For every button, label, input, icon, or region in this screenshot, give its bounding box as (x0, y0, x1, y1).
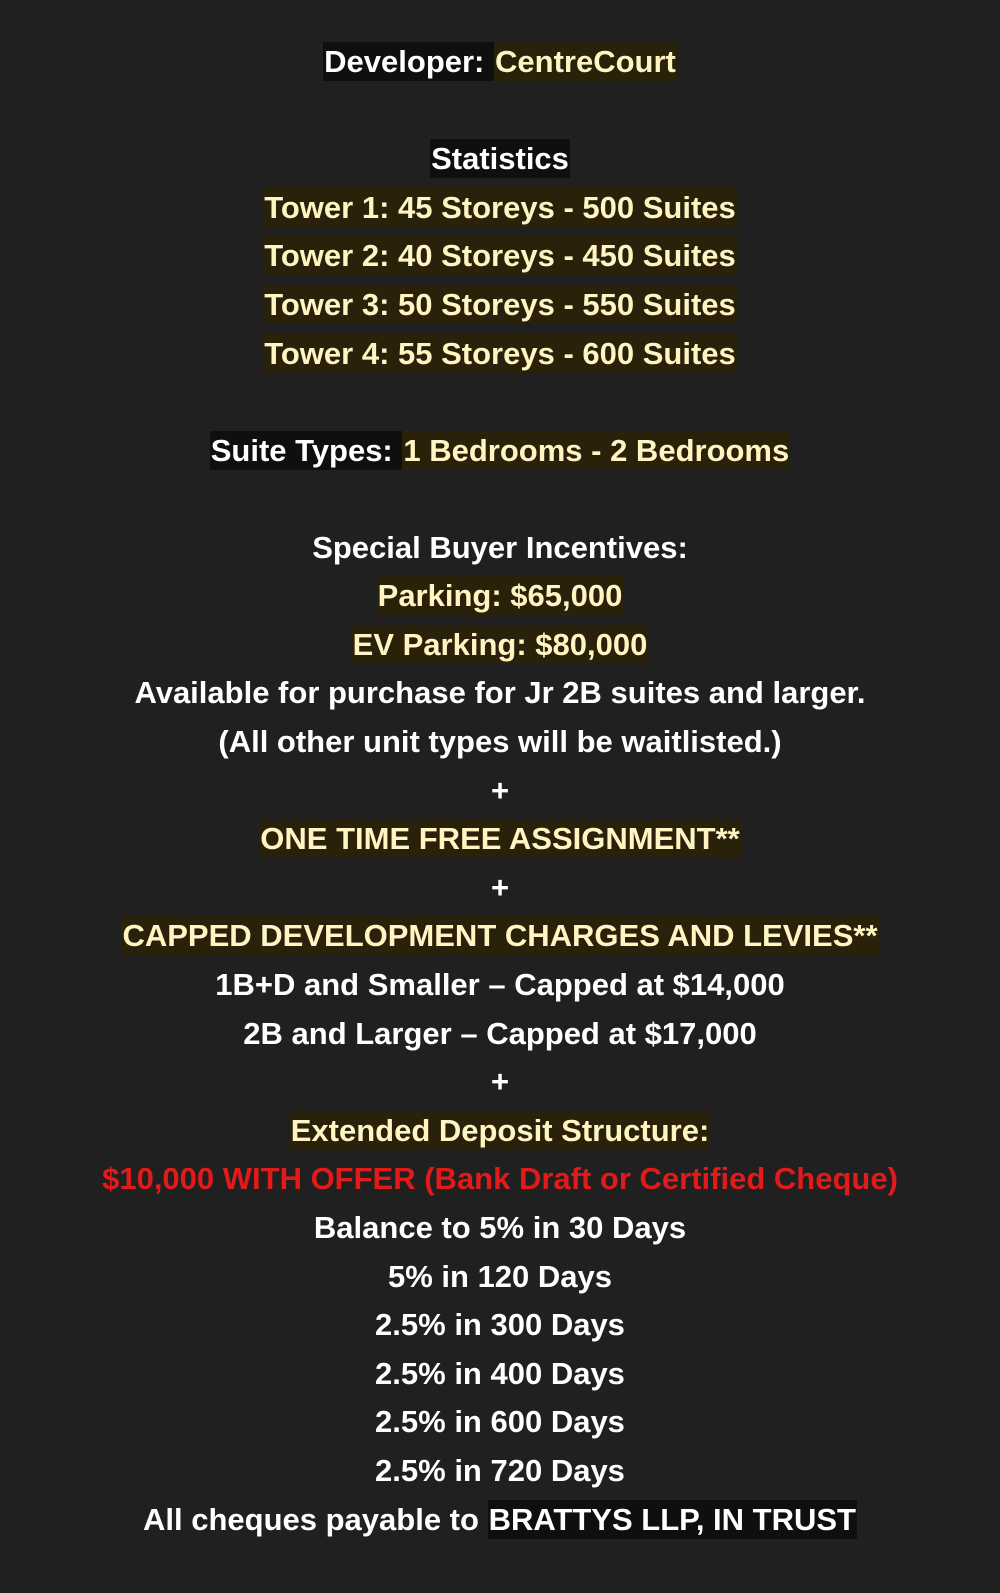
deposit-title-line (0, 1113, 1000, 1149)
tower-2-line (0, 238, 1000, 274)
statistics-title: Statistics (431, 141, 569, 176)
deposit-step-5: 2.5% in 600 Days (375, 1404, 625, 1439)
plus-separator-3: + (490, 1064, 510, 1099)
developer-label: Developer: (324, 44, 493, 79)
suite-types-line (0, 433, 1000, 469)
ev-parking-line (0, 627, 1000, 663)
tower-2: Tower 2: 40 Storeys - 450 Suites (264, 238, 736, 273)
parking-price: Parking: $65,000 (377, 578, 623, 613)
statistics-line (0, 141, 1000, 177)
parking-line (0, 578, 1000, 614)
deposit-step-3: 2.5% in 300 Days (375, 1307, 625, 1342)
capped-charges-line (0, 918, 1000, 954)
free-assignment: ONE TIME FREE ASSIGNMENT** (260, 821, 740, 856)
ev-parking-price: EV Parking: $80,000 (352, 627, 648, 662)
suite-types-label: Suite Types: (210, 433, 402, 468)
tower-4-line (0, 336, 1000, 372)
cap-small-text: 1B+D and Smaller – Capped at $14,000 (215, 967, 785, 1002)
suite-types-value: 1 Bedrooms - 2 Bedrooms (403, 433, 790, 468)
deposit-step-1: Balance to 5% in 30 Days (313, 1210, 687, 1245)
tower-1: Tower 1: 45 Storeys - 500 Suites (264, 190, 736, 225)
tower-3: Tower 3: 50 Storeys - 550 Suites (264, 287, 736, 322)
tower-1-line (0, 190, 1000, 226)
tower-3-line (0, 287, 1000, 323)
deposit-step-6: 2.5% in 720 Days (375, 1453, 625, 1488)
payable-label: All cheques payable to (143, 1502, 488, 1537)
developer-line (0, 44, 1000, 80)
capped-charges-title: CAPPED DEVELOPMENT CHARGES AND LEVIES** (122, 918, 878, 953)
deposit-step-4: 2.5% in 400 Days (375, 1356, 625, 1391)
incentives-title: Special Buyer Incentives: (312, 530, 688, 565)
payable-value: BRATTYS LLP, IN TRUST (488, 1502, 856, 1537)
tower-4: Tower 4: 55 Storeys - 600 Suites (264, 336, 736, 371)
payable-line (0, 1502, 1000, 1538)
plus-separator-2: + (490, 870, 510, 905)
deposit-step-2: 5% in 120 Days (387, 1259, 613, 1294)
deposit-title: Extended Deposit Structure: (290, 1113, 710, 1148)
plus-separator-1: + (490, 773, 510, 808)
free-assignment-line (0, 821, 1000, 857)
deposit-with-offer: $10,000 WITH OFFER (Bank Draft or Certified Cheque) (102, 1161, 898, 1196)
waitlist-note: (All other unit types will be waitlisted.) (218, 724, 782, 759)
cap-large-text: 2B and Larger – Capped at $17,000 (243, 1016, 757, 1051)
developer-value: CentreCourt (495, 44, 676, 79)
availability-text: Available for purchase for Jr 2B suites and larger. (134, 675, 866, 710)
